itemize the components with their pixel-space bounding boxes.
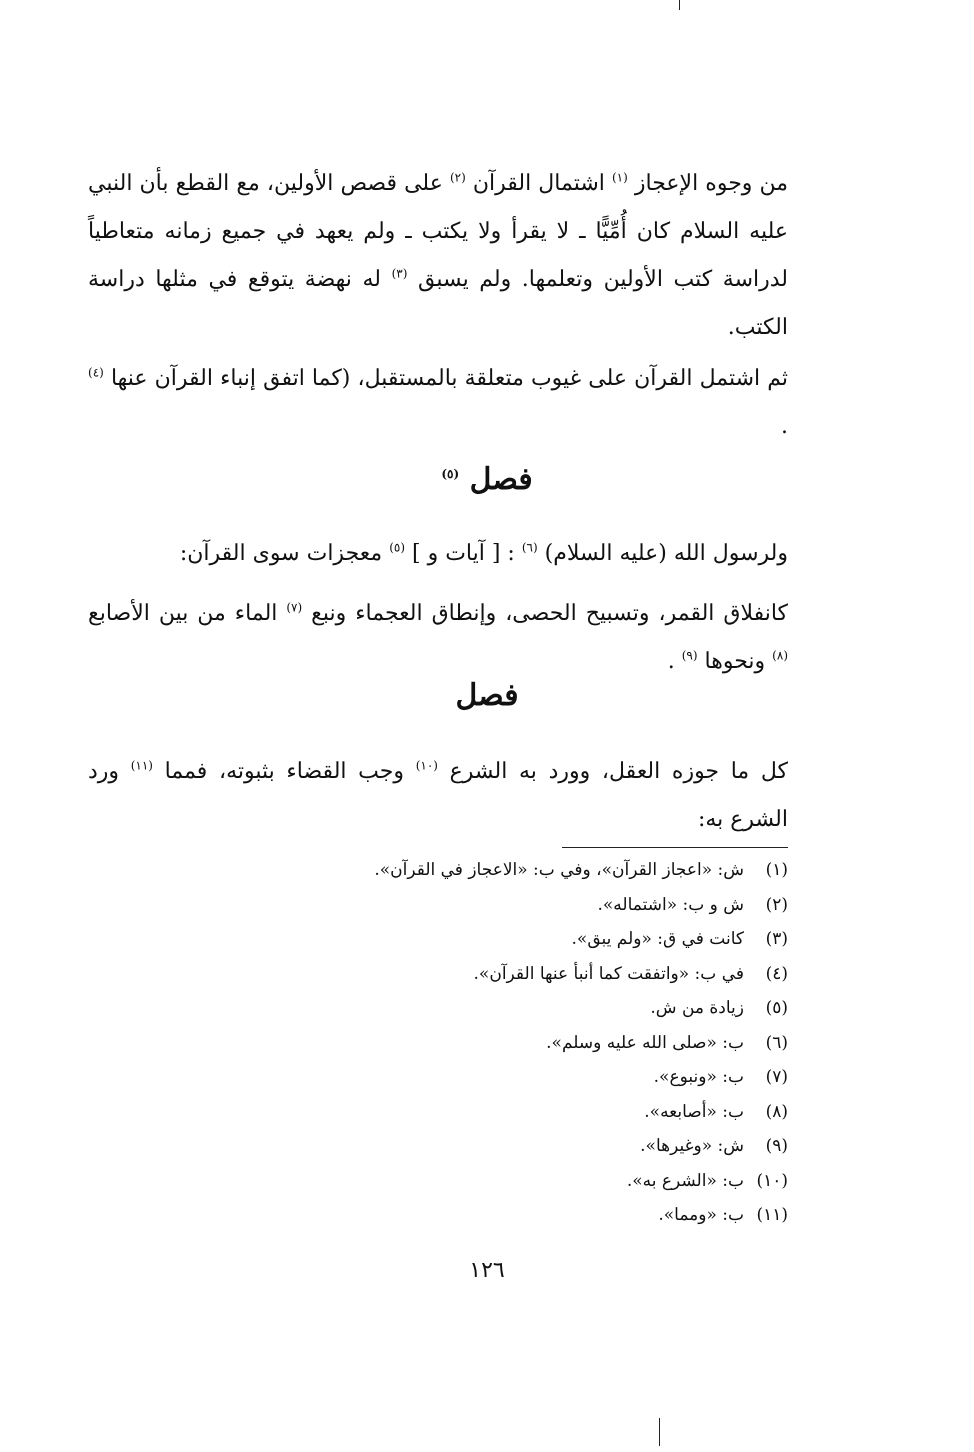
text: . xyxy=(781,414,788,439)
text: كل ما جوزه العقل، وورد به الشرع xyxy=(449,759,788,784)
footnote xyxy=(300,1164,788,1199)
text: ولرسول الله (عليه السلام) xyxy=(544,541,788,566)
paragraph-4 xyxy=(88,590,788,686)
paragraph-3 xyxy=(88,530,788,578)
footnote-ref-9[interactable]: (٩) xyxy=(681,648,698,663)
footnote xyxy=(300,1095,788,1130)
section-heading-1 xyxy=(0,462,974,497)
footnote-number: (٨) xyxy=(765,1101,788,1122)
footnote-text: ب: «ومما». xyxy=(658,1205,744,1225)
footnote-ref-5[interactable]: (٥) xyxy=(441,467,460,481)
footnote xyxy=(300,853,788,888)
footnote-ref-7[interactable]: (٧) xyxy=(286,600,303,615)
footnote-text: ب: «الشرع به». xyxy=(626,1170,744,1191)
footnote xyxy=(300,1026,788,1061)
text: ونحوها xyxy=(704,649,766,674)
text: وجب القضاء بثبوته، فمما xyxy=(164,759,405,784)
text: اشتمال القرآن xyxy=(472,171,605,196)
footnote xyxy=(300,922,788,957)
footnote-text: ب: «ونبوع». xyxy=(653,1067,744,1087)
footnote xyxy=(300,957,788,992)
text: . xyxy=(667,649,675,674)
footnote-ref-5[interactable]: (٥) xyxy=(389,540,406,555)
footnote xyxy=(300,1129,788,1164)
text: : [ آيات و ] xyxy=(412,541,515,566)
footnote-number: (٧) xyxy=(765,1067,788,1087)
footnote xyxy=(300,991,788,1026)
footnote-text: ب: «أصابعه». xyxy=(644,1101,744,1122)
page-number: ١٢٦ xyxy=(469,1258,505,1283)
heading-text: فصل xyxy=(455,678,519,713)
footnote xyxy=(300,1060,788,1095)
footnote-ref-1[interactable]: (١) xyxy=(611,170,628,185)
footnote-number: (١٠) xyxy=(756,1170,788,1191)
footnote-number: (٦) xyxy=(765,1032,788,1053)
text: معجزات سوى القرآن: xyxy=(179,541,383,566)
text: الماء من بين الأصابع xyxy=(88,601,278,626)
footnote-number: (٩) xyxy=(765,1136,788,1156)
text: كانفلاق القمر، وتسبيح الحصى، وإنطاق العجماء ونبع xyxy=(311,601,789,626)
text: من وجوه الإعجاز xyxy=(634,171,789,196)
bottom-edge-mark xyxy=(659,1418,660,1446)
footnotes-list xyxy=(300,853,788,1233)
footnote xyxy=(300,1198,788,1233)
paragraph-2 xyxy=(88,355,788,451)
footnote-text: كانت في ق: «ولم يبق». xyxy=(571,929,744,949)
footnote-ref-3[interactable]: (٣) xyxy=(391,266,408,281)
footnote-text: ش: «وغيرها». xyxy=(640,1136,744,1156)
footnote-number: (٢) xyxy=(765,894,788,915)
paragraph-5 xyxy=(88,748,788,844)
footnote-number: (٤) xyxy=(765,963,788,984)
footnote xyxy=(300,888,788,923)
footnote-ref-11[interactable]: (١١) xyxy=(130,758,153,773)
footnote-text: في ب: «واتفقت كما أنبأ عنها القرآن». xyxy=(473,963,744,984)
footnote-text: زيادة من ش. xyxy=(650,998,744,1018)
footnote-ref-6[interactable]: (٦) xyxy=(521,540,538,555)
footnote-ref-4[interactable]: (٤) xyxy=(88,365,104,380)
footnote-number: (١١) xyxy=(756,1205,788,1225)
text: ثم اشتمل القرآن على غيوب متعلقة بالمستقبل، (كما اتفق إنباء القرآن عنها xyxy=(110,366,788,391)
top-edge-mark xyxy=(679,0,680,10)
section-heading-2 xyxy=(0,678,974,713)
footnote-ref-2[interactable]: (٢) xyxy=(449,170,466,185)
paragraph-1 xyxy=(88,160,788,352)
footnote-text: ش: «اعجاز القرآن»، وفي ب: «الاعجاز في القرآن». xyxy=(374,860,744,880)
footnote-number: (١) xyxy=(765,860,788,880)
text: له نهضة يتوقع في مثلها دراسة الكتب. xyxy=(88,267,788,340)
heading-text: فصل xyxy=(469,462,533,497)
text: على قصص الأولين، مع القطع بأن النبي عليه السلام كان أُمِّيًّا ـ لا يقرأ ولا يكتب ـ ولم يعهد في جميع زمانه متعاطياً لدراسة كتب الأولين وتعلمها. ولم يسبق xyxy=(88,171,789,292)
footnote-separator xyxy=(562,847,788,848)
footnote-ref-8[interactable]: (٨) xyxy=(772,648,788,663)
footnote-ref-10[interactable]: (١٠) xyxy=(415,758,438,773)
footnote-text: ب: «صلى الله عليه وسلم». xyxy=(546,1032,744,1053)
footnote-text: ش و ب: «اشتماله». xyxy=(597,894,744,915)
text: ورد الشرع به: xyxy=(88,759,788,832)
footnote-number: (٥) xyxy=(765,998,788,1018)
footnote-number: (٣) xyxy=(765,929,788,949)
